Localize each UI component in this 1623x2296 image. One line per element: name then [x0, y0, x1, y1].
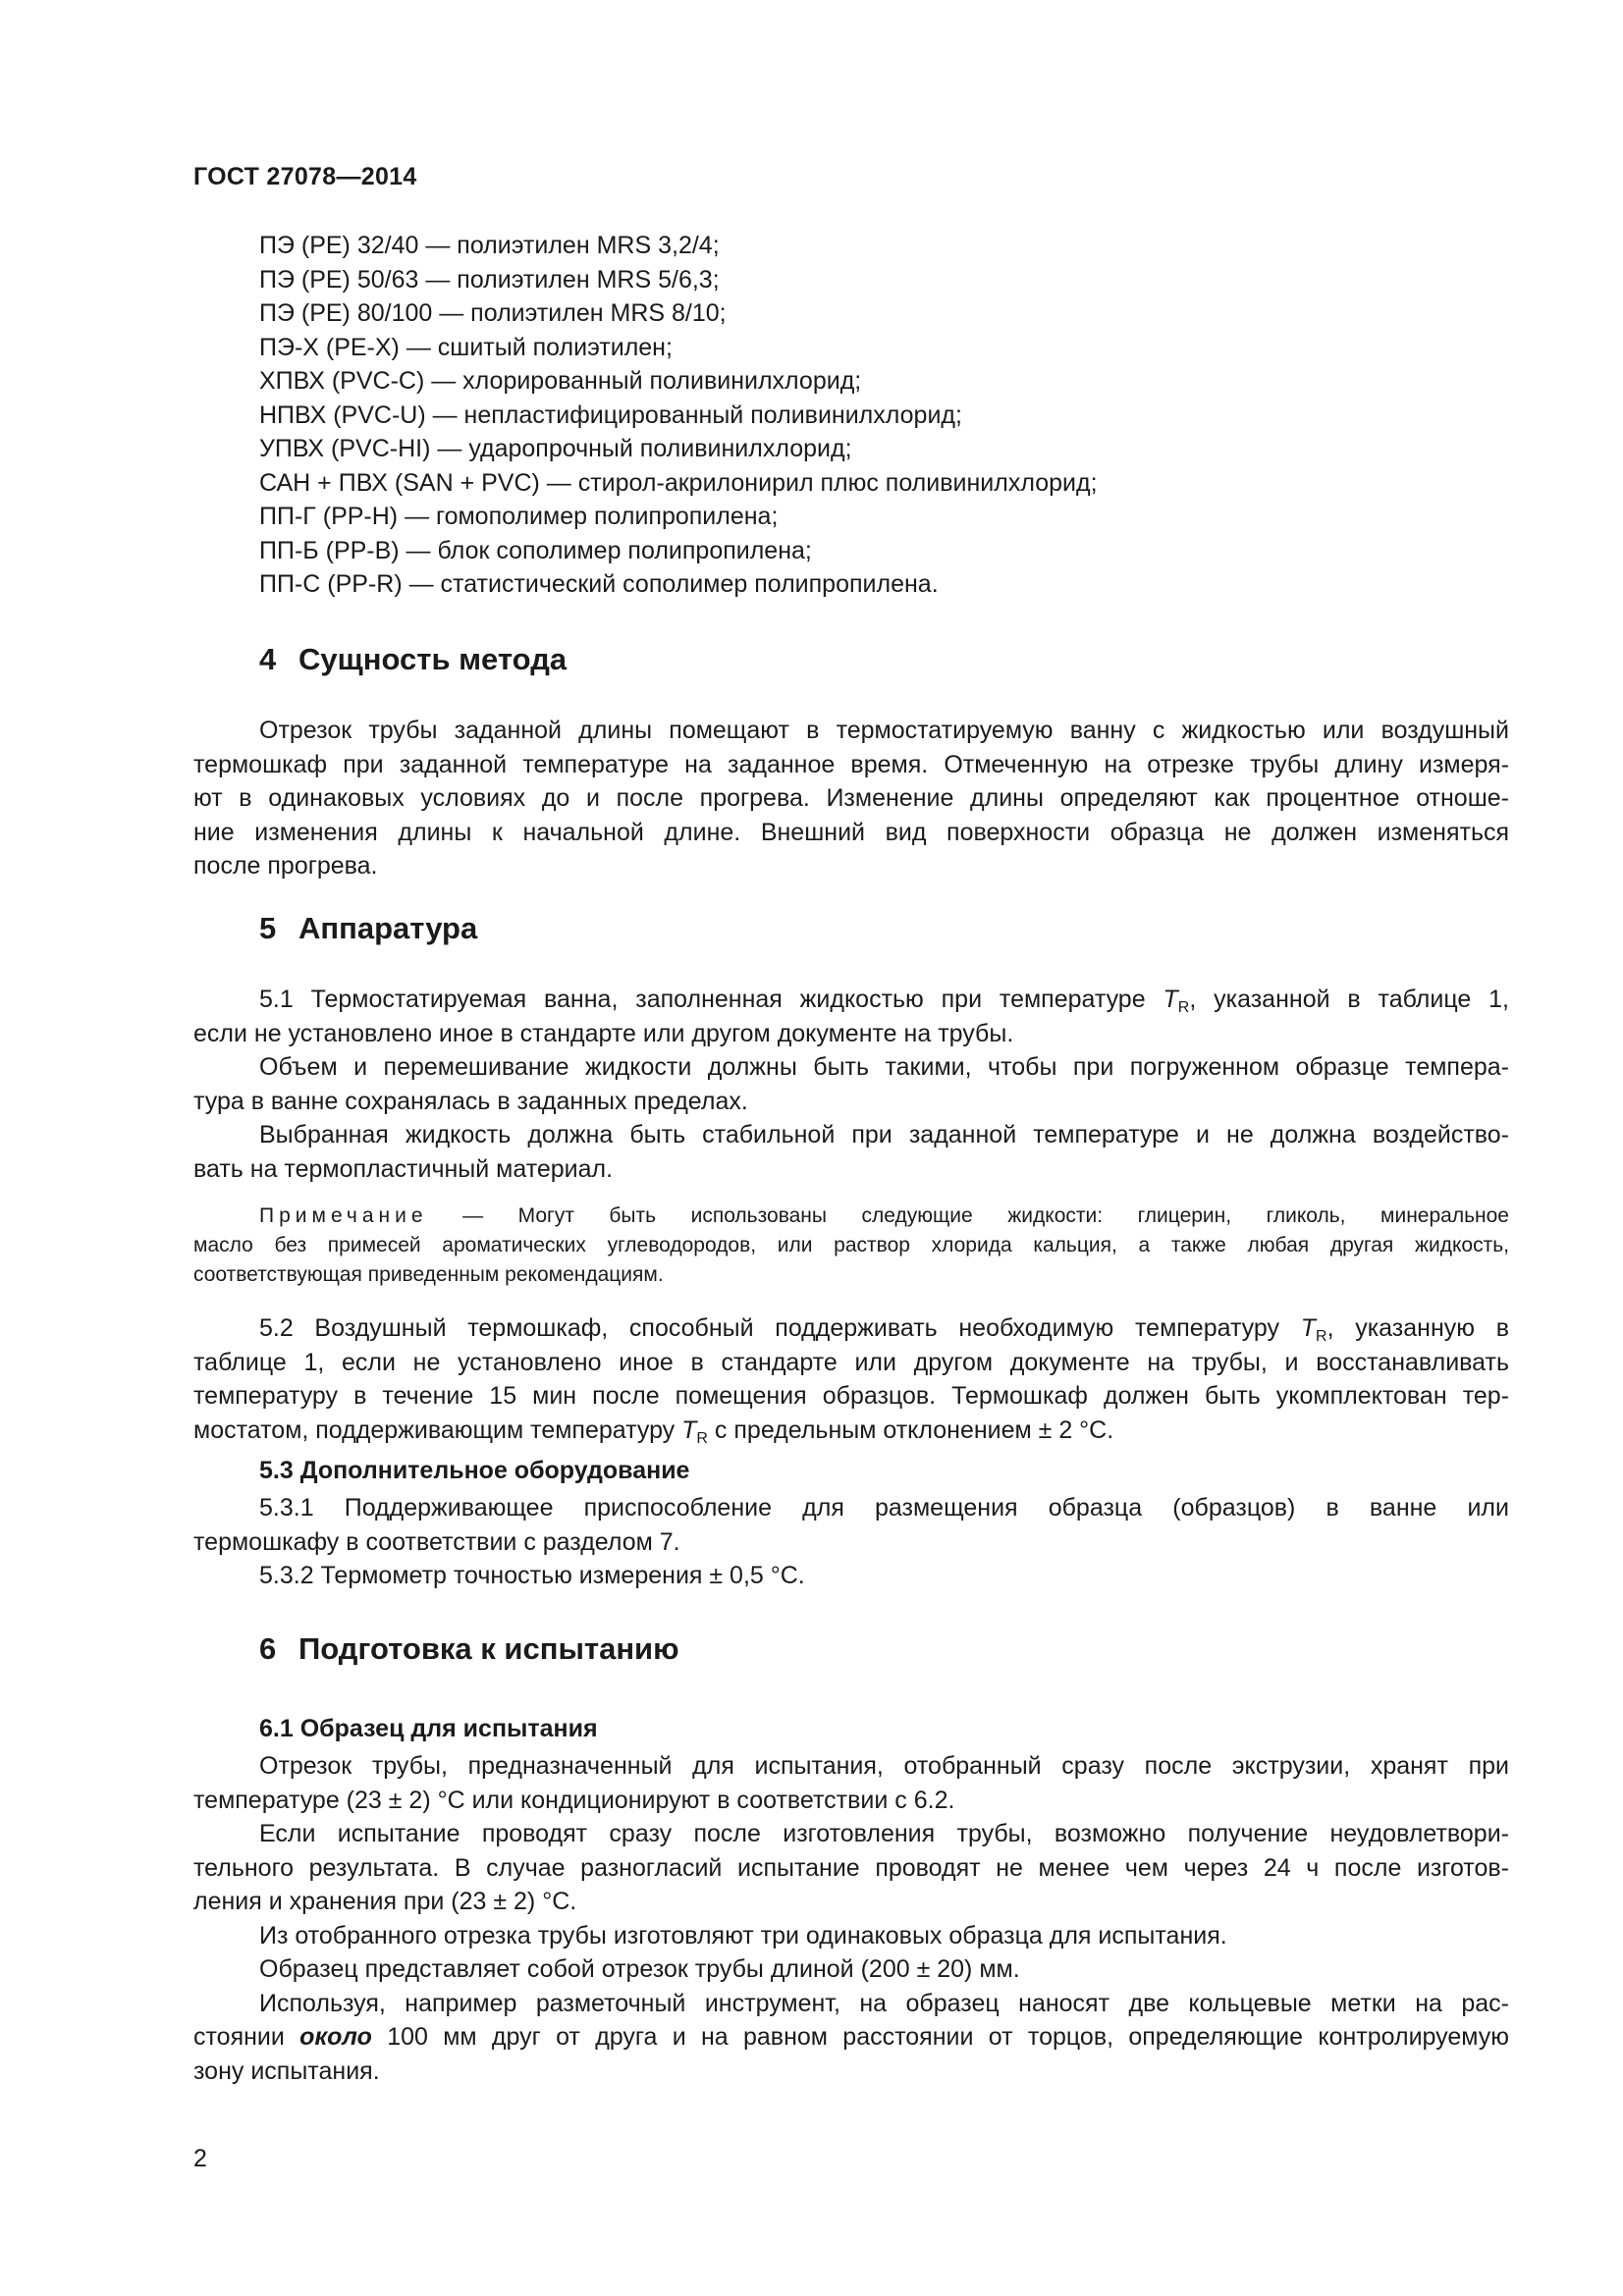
text-line: масло без примесей ароматических углеводородов, или раствор хлорида кальция, а также любая другая жидкость,	[193, 1234, 1509, 1256]
text-line: ние изменения длины к начальной длине. Внешний вид поверхности образца не должен изменяться	[193, 818, 1509, 846]
text-line: Выбранная жидкость должна быть стабильной при заданной температуре и не должна воздейство-	[259, 1121, 1509, 1148]
list-item: ПЭ (PE) 50/63 — полиэтилен MRS 5/6,3;	[259, 265, 720, 294]
text-line: термошкаф при заданной температуре на заданное время. Отмеченную на отрезке трубы длину измеря-	[193, 750, 1509, 778]
list-item: ПЭ (PE) 32/40 — полиэтилен MRS 3,2/4;	[259, 232, 720, 259]
text-line: Объем и перемешивание жидкости должны быть такими, чтобы при погруженном образце темпера-	[259, 1053, 1509, 1081]
temperature-subscript: R	[696, 1429, 708, 1447]
text-line: мостатом, поддерживающим температуру $T_R$ с предельным отклонением ± 2 °C.	[193, 1415, 1114, 1447]
list-item: ПП-С (PP-R) — статистический сополимер полипропилена.	[259, 570, 939, 598]
text-line: 5.3.2 Термометр точностью измерения ± 0,5 °C.	[259, 1562, 805, 1589]
list-item: ПЭ-Х (PE-X) — сшитый полиэтилен;	[259, 333, 673, 361]
section-number: 4	[259, 642, 277, 676]
text-line: Отрезок трубы заданной длины помещают в термостатируемую ванну с жидкостью или воздушный	[259, 717, 1509, 744]
subsection-5-3-heading: 5.3 Дополнительное оборудование	[259, 1457, 690, 1484]
paragraph-5-2	[193, 1311, 1509, 1447]
list-item: УПВХ (PVC-HI) — ударопрочный поливинилхлорид;	[259, 435, 852, 462]
text-line: Если испытание проводят сразу после изготовления трубы, возможно получение неудовлетвори-	[259, 1820, 1509, 1847]
text-line: соответствующая приведенным рекомендациям.	[193, 1263, 664, 1286]
text-line: температуре (23 ± 2) °C или кондиционируют в соответствии с 6.2.	[193, 1786, 955, 1814]
temperature-symbol: T	[681, 1415, 697, 1444]
abbreviation-list	[259, 229, 1536, 602]
list-item: ПП-Б (PP-B) — блок сополимер полипропилена;	[259, 536, 812, 564]
text-line: тура в ванне сохранялась в заданных пределах.	[193, 1087, 748, 1115]
text-line: термошкафу в соответствии с разделом 7.	[193, 1527, 680, 1556]
paragraph-5-1	[193, 983, 1509, 1186]
text-line: 5.2 Воздушный термошкаф, способный поддерживать необходимую температуру $T_R$, указанную в	[259, 1314, 1509, 1345]
section-6-heading	[259, 1629, 679, 1669]
page-header: ГОСТ 27078—2014	[193, 163, 417, 190]
text-line: температуру в течение 15 мин после помещения образцов. Термошкаф должен быть укомплектован тер-	[193, 1382, 1509, 1410]
text-line: стоянии около 100 мм друг от друга и на равном расстоянии от торцов, определяющие контролируемую	[193, 2023, 1509, 2051]
text-line: ют в одинаковых условиях до и после прогрева. Изменение длины определяют как процентное отноше-	[193, 784, 1509, 812]
section-4-heading	[259, 640, 567, 679]
section-4-paragraph	[193, 714, 1509, 883]
text-line: 5.1 Термостатируемая ванна, заполненная жидкостью при температуре $T_R$, указанной в таблице 1,	[259, 986, 1509, 1016]
temperature-symbol: T	[1163, 986, 1178, 1013]
section-5-heading	[259, 909, 477, 948]
text-line: 5.3.1 Поддерживающее приспособление для размещения образца (образцов) в ванне или	[259, 1494, 1509, 1522]
note-label: Примечание	[259, 1204, 428, 1227]
page-number: 2	[193, 2145, 207, 2172]
text-line: таблице 1, если не установлено иное в стандарте или другом документе на трубы, и восстанавливать	[193, 1348, 1509, 1376]
section-title: Сущность метода	[298, 642, 568, 676]
section-number: 5	[259, 911, 277, 945]
text-line: Из отобранного отрезка трубы изготовляют три одинаковых образца для испытания.	[259, 1921, 1227, 1949]
text-line: после прогрева.	[193, 852, 378, 880]
list-item: НПВХ (PVC-U) — непластифицированный поливинилхлорид;	[259, 400, 962, 429]
text-line: вать на термопластичный материал.	[193, 1154, 614, 1183]
text-line: тельного результата. В случае разногласий испытание проводят не менее чем через 24 ч после изготов-	[193, 1853, 1509, 1882]
section-title: Аппаратура	[298, 911, 478, 945]
text-line: Используя, например разметочный инструмент, на образец наносят две кольцевые метки на рас-	[259, 1989, 1509, 2017]
temperature-subscript: R	[1177, 999, 1190, 1016]
note	[193, 1201, 1509, 1290]
section-title: Подготовка к испытанию	[298, 1631, 679, 1666]
text-line: Образец представляет собой отрезок трубы длиной (200 ± 20) мм.	[259, 1955, 1020, 1983]
text-line: ления и хранения при (23 ± 2) °C.	[193, 1888, 577, 1915]
emphasis-text: около	[299, 2023, 372, 2051]
list-item: САН + ПВХ (SAN + PVC) — стирол-акрилонирил плюс поливинилхлорид;	[259, 468, 1098, 497]
paragraph-6-1	[193, 1749, 1509, 2088]
text-line: зону испытания.	[193, 2056, 380, 2085]
section-number: 6	[259, 1631, 277, 1666]
text-line: Примечание — Могут быть использованы следующие жидкости: глицерин, гликоль, минеральное	[259, 1204, 1509, 1227]
text-line: если не установлено иное в стандарте или другом документе на трубы.	[193, 1019, 1014, 1047]
temperature-symbol: T	[1300, 1314, 1316, 1342]
text-line: Отрезок трубы, предназначенный для испытания, отобранный сразу после экструзии, хранят при	[259, 1752, 1509, 1780]
temperature-subscript: R	[1316, 1328, 1327, 1345]
subsection-6-1-heading: 6.1 Образец для испытания	[259, 1715, 598, 1742]
paragraph-5-3	[193, 1491, 1509, 1593]
list-item: ПП-Г (PP-H) — гомополимер полипропилена;	[259, 503, 779, 530]
list-item: ХПВХ (PVC-C) — хлорированный поливинилхлорид;	[259, 367, 862, 395]
list-item: ПЭ (PE) 80/100 — полиэтилен MRS 8/10;	[259, 299, 727, 327]
